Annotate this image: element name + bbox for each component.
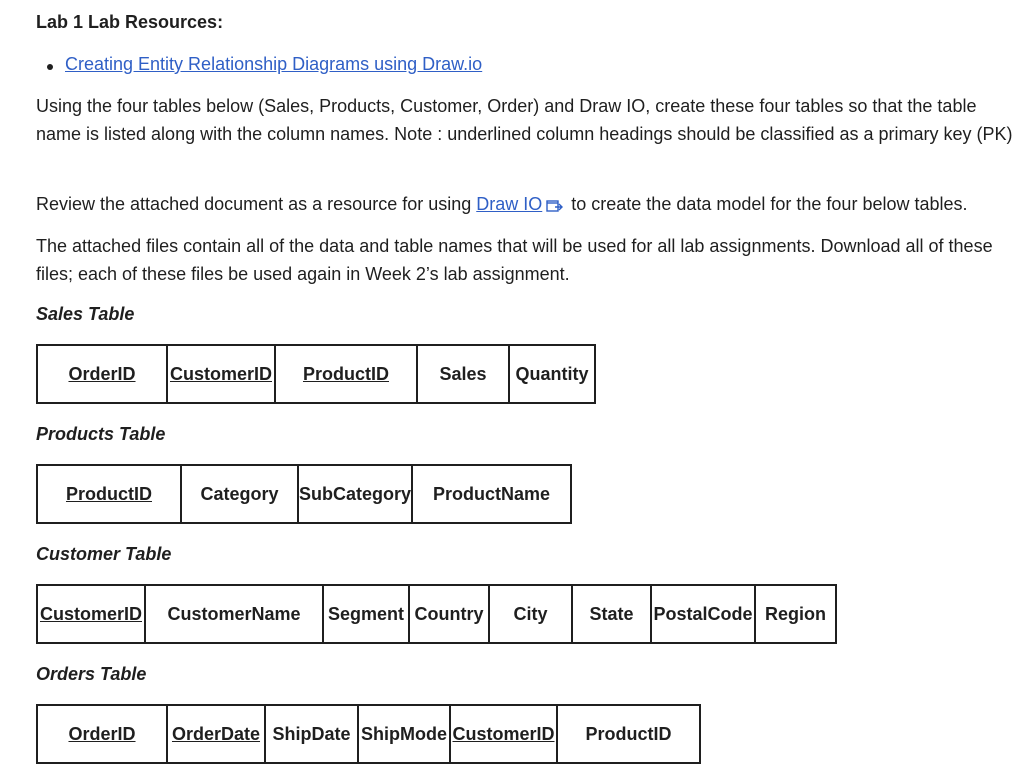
customer-col-country: Country	[409, 585, 489, 643]
customer-col-region: Region	[755, 585, 836, 643]
products-col-subcategory: SubCategory	[298, 465, 412, 523]
orders-table	[36, 704, 701, 764]
orders-col-orderdate: OrderDate	[167, 705, 265, 763]
sales-col-orderid: OrderID	[37, 345, 167, 403]
customer-table-title: Customer Table	[36, 544, 172, 564]
customer-col-segment: Segment	[323, 585, 409, 643]
external-file-icon	[546, 193, 563, 221]
orders-col-shipdate: ShipDate	[265, 705, 358, 763]
sales-table	[36, 344, 596, 404]
products-table	[36, 464, 572, 524]
orders-col-productid: ProductID	[557, 705, 700, 763]
customer-col-city: City	[489, 585, 572, 643]
files-paragraph: The attached files contain all of the data and table names that will be used for all lab assignments. Download all of these files; each of these files be used again in Week 2’s lab assignment.	[36, 236, 993, 284]
resource-link-drawio-erd[interactable]: Creating Entity Relationship Diagrams using Draw.io	[65, 54, 483, 74]
review-paragraph	[36, 190, 1016, 221]
draw-io-link[interactable]: Draw IO	[476, 194, 543, 214]
customer-table	[36, 584, 837, 644]
review-text-before: Review the attached document as a resource for using	[36, 194, 477, 214]
review-text-after: to create the data model for the four below tables.	[566, 194, 968, 214]
customer-col-state: State	[572, 585, 651, 643]
customer-col-customername: CustomerName	[145, 585, 323, 643]
instructions-paragraph: Using the four tables below (Sales, Products, Customer, Order) and Draw IO, create these four tables so that the table name is listed along with the column names. Note : underlined column headings should be classified as a primary key (PK)	[36, 96, 1013, 144]
products-table-title: Products Table	[36, 424, 166, 444]
orders-col-orderid: OrderID	[37, 705, 167, 763]
sales-col-sales: Sales	[417, 345, 509, 403]
orders-col-shipmode: ShipMode	[358, 705, 450, 763]
products-col-category: Category	[181, 465, 298, 523]
sales-col-customerid: CustomerID	[167, 345, 275, 403]
products-col-productname: ProductName	[412, 465, 571, 523]
customer-col-postalcode: PostalCode	[651, 585, 755, 643]
bullet-dot-icon	[47, 64, 53, 70]
orders-table-title: Orders Table	[36, 664, 147, 684]
sales-table-title: Sales Table	[36, 304, 135, 324]
products-col-productid: ProductID	[37, 465, 181, 523]
orders-col-customerid: CustomerID	[450, 705, 557, 763]
page-title: Lab 1 Lab Resources:	[36, 12, 224, 32]
sales-col-productid: ProductID	[275, 345, 417, 403]
sales-col-quantity: Quantity	[509, 345, 595, 403]
customer-col-customerid: CustomerID	[37, 585, 145, 643]
